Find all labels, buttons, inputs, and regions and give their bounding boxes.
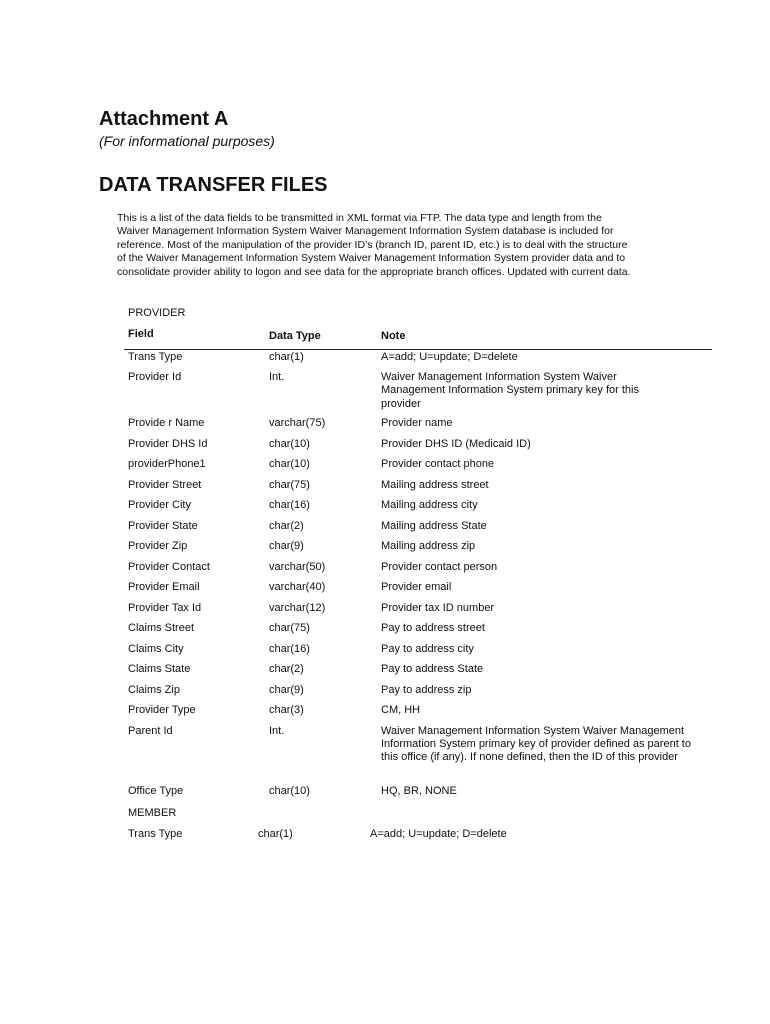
cell-type: char(16) bbox=[269, 642, 310, 655]
cell-type: char(9) bbox=[269, 683, 304, 696]
cell-type: varchar(50) bbox=[269, 560, 326, 573]
table-row bbox=[128, 581, 712, 602]
cell-field: Provider DHS Id bbox=[128, 437, 208, 450]
cell-type: Int. bbox=[269, 371, 285, 383]
cell-type: char(1) bbox=[269, 351, 304, 363]
cell-type: char(1) bbox=[258, 828, 293, 840]
table-row bbox=[128, 602, 712, 623]
cell-type: char(10) bbox=[269, 437, 310, 450]
cell-field: Parent Id bbox=[128, 724, 173, 737]
cell-type: char(75) bbox=[269, 478, 310, 491]
cell-note: Pay to address zip bbox=[381, 683, 472, 696]
cell-field: Provider Street bbox=[128, 478, 202, 491]
cell-note: A=add; U=update; D=delete bbox=[370, 828, 507, 840]
cell-type: char(3) bbox=[269, 704, 304, 716]
cell-note: Mailing address zip bbox=[381, 540, 476, 552]
cell-type: varchar(75) bbox=[269, 417, 326, 429]
table-row bbox=[128, 479, 712, 500]
cell-note: Provider name bbox=[381, 417, 453, 429]
cell-field: Provider Zip bbox=[128, 540, 188, 552]
cell-note: Provider DHS ID (Medicaid ID) bbox=[381, 437, 531, 450]
cell-field: Provider Tax Id bbox=[128, 601, 202, 614]
intro-paragraph bbox=[117, 212, 677, 279]
cell-type: char(9) bbox=[269, 540, 304, 552]
attachment-subtitle: (For informational purposes) bbox=[99, 133, 275, 149]
cell-type: char(16) bbox=[269, 499, 310, 511]
cell-field: Claims Zip bbox=[128, 683, 180, 696]
cell-note: CM, HH bbox=[381, 704, 421, 716]
intro-line: This is a list of the data fields to be transmitted in XML format via FTP. The data type and length from the bbox=[117, 212, 602, 224]
provider-section-label: PROVIDER bbox=[128, 307, 186, 319]
cell-field: Claims State bbox=[128, 663, 191, 675]
cell-note: Waiver Management Information System Waiver Management Information System primary key for this provider bbox=[381, 371, 639, 410]
intro-line: reference. Most of the manipulation of the provider ID’s (branch ID, parent ID, etc.) is to deal with the structure bbox=[117, 238, 628, 251]
cell-note: Provider email bbox=[381, 581, 452, 593]
table-row bbox=[128, 417, 712, 438]
table-row bbox=[128, 643, 712, 664]
cell-note: Mailing address street bbox=[381, 478, 489, 491]
table-row bbox=[128, 785, 712, 806]
cell-field: providerPhone1 bbox=[128, 458, 206, 470]
cell-note: Provider tax ID number bbox=[381, 601, 495, 614]
cell-type: Int. bbox=[269, 724, 285, 737]
provider-table bbox=[128, 350, 712, 805]
table-row bbox=[128, 561, 712, 582]
cell-field: Provider Id bbox=[128, 371, 182, 383]
intro-line: Waiver Management Information System Waiver Management Information System database is included for bbox=[117, 225, 614, 238]
column-header-field: Field bbox=[128, 328, 154, 340]
table-header bbox=[128, 328, 712, 348]
cell-type: char(10) bbox=[269, 784, 310, 797]
cell-note: Provider contact phone bbox=[381, 458, 495, 470]
cell-field: Provider Contact bbox=[128, 560, 210, 573]
table-row bbox=[128, 540, 712, 561]
cell-field: Office Type bbox=[128, 784, 184, 797]
cell-type: char(75) bbox=[269, 622, 310, 634]
cell-note: Pay to address street bbox=[381, 622, 485, 634]
attachment-title: Attachment A bbox=[99, 108, 229, 130]
cell-field: Provide r Name bbox=[128, 417, 205, 429]
table-row bbox=[128, 663, 712, 684]
cell-field: Claims City bbox=[128, 642, 184, 655]
column-header-data-type: Data Type bbox=[269, 330, 321, 342]
table-row bbox=[128, 725, 712, 785]
cell-field: Provider City bbox=[128, 499, 191, 511]
table-row bbox=[128, 704, 712, 725]
cell-field: Trans Type bbox=[128, 828, 183, 840]
table-row bbox=[128, 458, 712, 479]
table-row bbox=[128, 684, 712, 705]
cell-note: Mailing address State bbox=[381, 519, 487, 532]
member-section-label: MEMBER bbox=[128, 807, 177, 819]
cell-note: HQ, BR, NONE bbox=[381, 784, 457, 797]
cell-note: A=add; U=update; D=delete bbox=[381, 351, 518, 363]
table-row bbox=[128, 438, 712, 459]
cell-note: Pay to address city bbox=[381, 642, 474, 655]
cell-type: varchar(12) bbox=[269, 601, 326, 614]
cell-field: Trans Type bbox=[128, 351, 183, 363]
cell-note: Mailing address city bbox=[381, 499, 478, 511]
cell-type: varchar(40) bbox=[269, 581, 326, 593]
cell-type: char(10) bbox=[269, 458, 310, 470]
cell-type: char(2) bbox=[269, 663, 304, 675]
cell-field: Claims Street bbox=[128, 622, 195, 634]
cell-note: Provider contact person bbox=[381, 560, 498, 573]
cell-note: Waiver Management Information System Waiver Management Information System primary key of provider defined as parent to this office (if any). If none defined, then the ID of this provider bbox=[381, 724, 691, 764]
table-row bbox=[128, 499, 712, 520]
cell-field: Provider State bbox=[128, 519, 198, 532]
column-header-note: Note bbox=[381, 330, 406, 342]
cell-note: Pay to address State bbox=[381, 663, 484, 675]
table-row bbox=[128, 371, 712, 417]
cell-field: Provider Type bbox=[128, 704, 196, 716]
section-title: DATA TRANSFER FILES bbox=[99, 174, 328, 196]
cell-field: Provider Email bbox=[128, 581, 200, 593]
intro-line: consolidate provider ability to logon and see data for the appropriate branch offices. Updated with current data. bbox=[117, 265, 631, 278]
table-row bbox=[128, 622, 712, 643]
cell-type: char(2) bbox=[269, 519, 304, 532]
table-row bbox=[128, 351, 712, 371]
table-row bbox=[128, 520, 712, 541]
intro-line: of the Waiver Management Information System Waiver Management Information System provider data and to bbox=[117, 252, 626, 265]
